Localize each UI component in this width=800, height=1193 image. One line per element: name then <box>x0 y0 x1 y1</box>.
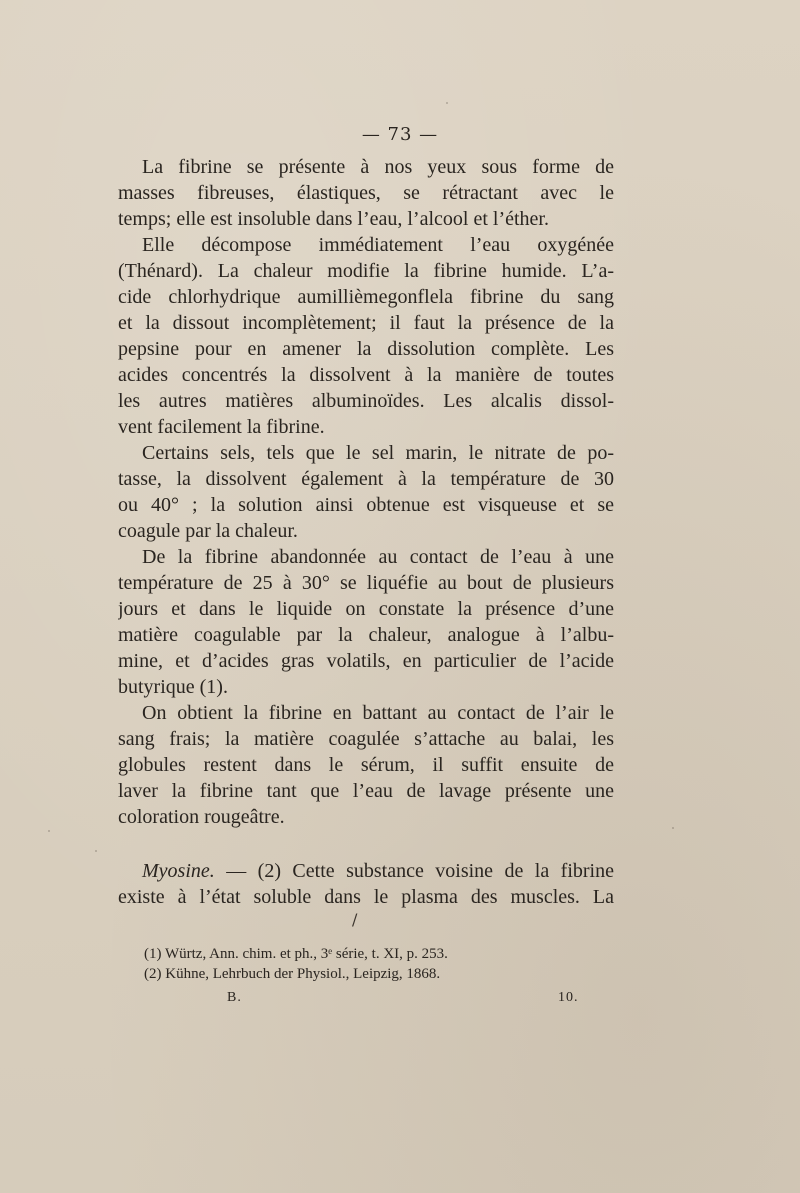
footnotes <box>144 944 604 984</box>
text-line: pepsine pour en amener la dissolution complète. Les <box>118 338 614 360</box>
text-line: temps; elle est insoluble dans l’eau, l’alcool et l’éther. <box>118 208 549 230</box>
text-line: masses fibreuses, élastiques, se rétractant avec le <box>118 182 614 204</box>
text-line: La fibrine se présente à nos yeux sous forme de <box>142 156 614 178</box>
text-line: sang frais; la matière coagulée s’attache au balai, les <box>118 728 614 750</box>
text-line: mine, et d’acides gras volatils, en particulier de l’acide <box>118 650 614 672</box>
sheet-number: 10. <box>558 990 579 1005</box>
text-line: De la fibrine abandonnée au contact de l’eau à une <box>142 546 614 568</box>
text-line: laver la fibrine tant que l’eau de lavage présente une <box>118 780 614 802</box>
signature-mark: B. <box>227 990 242 1005</box>
myosine-line-1 <box>118 858 614 884</box>
text-line: jours et dans le liquide on constate la présence d’une <box>118 598 614 620</box>
text-line: les autres matières albuminoïdes. Les alcalis dissol- <box>118 390 614 412</box>
paper-speck <box>446 102 448 104</box>
text-line: coloration rougeâtre. <box>118 806 285 828</box>
text-line: On obtient la fibrine en battant au contact de l’air le <box>142 702 614 724</box>
text-line: tasse, la dissolvent également à la température de 30 <box>118 468 614 490</box>
text-line: acides concentrés la dissolvent à la manière de toutes <box>118 364 614 386</box>
text-line: butyrique (1). <box>118 676 228 698</box>
text-line: globules restent dans le sérum, il suffit ensuite de <box>118 754 614 776</box>
main-text <box>118 154 614 830</box>
myosine-title: Myosine. <box>142 860 215 882</box>
page-number: — 73 — <box>361 124 439 145</box>
footnote-2: (2) Kühne, Lehrbuch der Physiol., Leipzig, 1868. <box>144 966 441 982</box>
text-line: (Thénard). La chaleur modifie la fibrine humide. L’a- <box>118 260 614 282</box>
text-line: température de 25 à 30° se liquéfie au bout de plusieurs <box>118 572 614 594</box>
myosine-line-2: existe à l’état soluble dans le plasma des muscles. La <box>118 886 614 908</box>
text-line: ou 40° ; la solution ainsi obtenue est visqueuse et se <box>118 494 614 516</box>
stray-mark: / <box>352 910 358 929</box>
text-line: coagule par la chaleur. <box>118 520 298 542</box>
paper-speck <box>672 827 674 829</box>
text-line: vent facilement la fibrine. <box>118 416 325 438</box>
myosine-section <box>118 858 614 910</box>
paper-speck <box>95 850 97 852</box>
text-line: Certains sels, tels que le sel marin, le nitrate de po- <box>142 442 614 464</box>
myosine-line-1-rest: — (2) Cette substance voisine de la fibrine <box>214 860 614 882</box>
footnote-1: (1) Würtz, Ann. chim. et ph., 3ᵉ série, t. XI, p. 253. <box>144 946 448 962</box>
text-line: Elle décompose immédiatement l’eau oxygénée <box>142 234 614 256</box>
text-line: et la dissout incomplètement; il faut la présence de la <box>118 312 614 334</box>
text-line: cide chlorhydrique aumillièmegonflela fibrine du sang <box>118 286 614 308</box>
text-line: matière coagulable par la chaleur, analogue à l’albu- <box>118 624 614 646</box>
paper-speck <box>48 830 50 832</box>
